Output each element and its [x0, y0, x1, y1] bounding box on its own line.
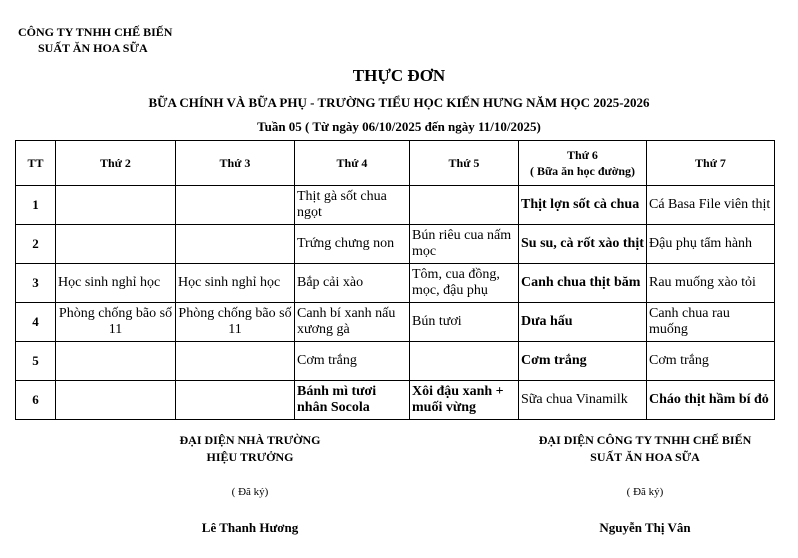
cell-tuesday: [176, 342, 295, 381]
company-rep-name: Nguyễn Thị Vân: [599, 520, 691, 535]
header-thursday: Thứ 5: [410, 141, 519, 186]
cell-saturday: Cơm trắng: [647, 342, 775, 381]
row-number: 2: [16, 225, 56, 264]
header-tuesday: Thứ 3: [176, 141, 295, 186]
company-rep-title-line2: SUẤT ĂN HOA SỮA: [590, 450, 700, 464]
cell-thursday: Xôi đậu xanh + muối vừng: [410, 381, 519, 420]
principal-name: Lê Thanh Hương: [201, 520, 299, 535]
cell-wednesday: Trứng chưng non: [295, 225, 410, 264]
table-row: [16, 225, 775, 264]
cell-monday: [56, 225, 176, 264]
week-range: Tuần 05 ( Từ ngày 06/10/2025 đến ngày 11/10/2025): [257, 119, 541, 134]
table-row: [16, 186, 775, 225]
cell-thursday: [410, 186, 519, 225]
cell-tuesday: [176, 225, 295, 264]
cell-saturday: Đậu phụ tẩm hành: [647, 225, 775, 264]
cell-monday: Học sinh nghỉ học: [56, 264, 176, 303]
row-number: 5: [16, 342, 56, 381]
cell-saturday: Rau muống xào tỏi: [647, 264, 775, 303]
row-number: 4: [16, 303, 56, 342]
cell-thursday: Tôm, cua đồng, mọc, đậu phụ: [410, 264, 519, 303]
table-row: [16, 303, 775, 342]
table-row: [16, 381, 775, 420]
company-name-line2: SUẤT ĂN HOA SỮA: [38, 41, 148, 55]
company-name-line1: CÔNG TY TNHH CHẾ BIẾN: [18, 25, 173, 39]
cell-monday: [56, 381, 176, 420]
cell-wednesday: Bắp cải xào: [295, 264, 410, 303]
header-wednesday: Thứ 4: [295, 141, 410, 186]
row-number: 1: [16, 186, 56, 225]
cell-friday: Canh chua thịt băm: [519, 264, 647, 303]
cell-thursday: Bún tươi: [410, 303, 519, 342]
cell-friday: Su su, cà rốt xào thịt: [519, 225, 647, 264]
header-friday: [519, 141, 647, 186]
cell-monday: [56, 186, 176, 225]
menu-title: THỰC ĐƠN: [352, 66, 446, 85]
cell-friday: Thịt lợn sốt cà chua: [519, 186, 647, 225]
signed-note: ( Đã ký): [626, 486, 664, 498]
menu-subtitle: BỮA CHÍNH VÀ BỮA PHỤ - TRƯỜNG TIỂU HỌC KIẾN HƯNG NĂM HỌC 2025-2026: [148, 95, 650, 110]
row-number: 3: [16, 264, 56, 303]
header-friday-note: ( Bữa ăn học đường): [529, 164, 636, 178]
cell-friday: Cơm trắng: [519, 342, 647, 381]
row-number: 6: [16, 381, 56, 420]
header-saturday: Thứ 7: [647, 141, 775, 186]
principal-title: HIỆU TRƯỞNG: [206, 450, 294, 464]
cell-thursday: Bún riêu cua nấm mọc: [410, 225, 519, 264]
cell-monday: [56, 342, 176, 381]
school-signature-block: [120, 432, 380, 536]
school-rep-title: ĐẠI DIỆN NHÀ TRƯỜNG: [179, 433, 321, 447]
header-tt: TT: [16, 141, 56, 186]
cell-wednesday: Bánh mì tươi nhân Socola: [295, 381, 410, 420]
header-friday-day: Thứ 6: [567, 148, 598, 162]
table-row: [16, 264, 775, 303]
menu-table: [15, 140, 775, 420]
cell-tuesday: Phòng chống bão số 11: [176, 303, 295, 342]
cell-wednesday: Canh bí xanh nấu xương gà: [295, 303, 410, 342]
header-monday: Thứ 2: [56, 141, 176, 186]
cell-wednesday: Thịt gà sốt chua ngọt: [295, 186, 410, 225]
cell-friday: Dưa hấu: [519, 303, 647, 342]
cell-saturday: Cháo thịt hầm bí đỏ: [647, 381, 775, 420]
signed-note: ( Đã ký): [231, 486, 269, 498]
cell-monday: Phòng chống bão số 11: [56, 303, 176, 342]
table-row: [16, 342, 775, 381]
table-header-row: [16, 141, 775, 186]
company-header: [18, 24, 172, 56]
cell-saturday: Canh chua rau muống: [647, 303, 775, 342]
cell-wednesday: Cơm trắng: [295, 342, 410, 381]
cell-thursday: [410, 342, 519, 381]
cell-tuesday: [176, 381, 295, 420]
cell-friday: Sữa chua Vinamilk: [519, 381, 647, 420]
company-rep-title: ĐẠI DIỆN CÔNG TY TNHH CHẾ BIẾN: [538, 433, 752, 447]
cell-tuesday: [176, 186, 295, 225]
cell-tuesday: Học sinh nghỉ học: [176, 264, 295, 303]
cell-saturday: Cá Basa File viên thịt: [647, 186, 775, 225]
company-signature-block: [500, 432, 790, 536]
